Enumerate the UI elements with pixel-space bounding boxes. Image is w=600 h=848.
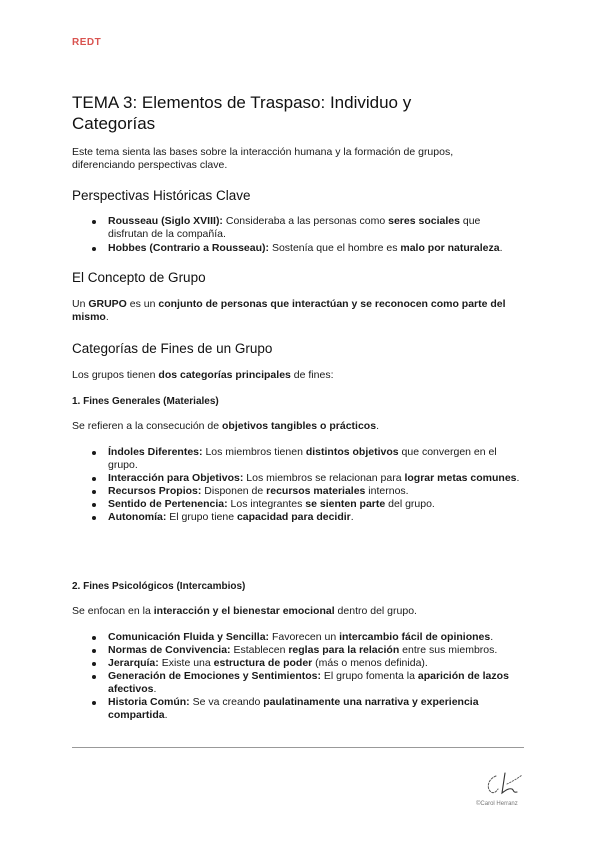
list-item: Generación de Emociones y Sentimientos: El grupo fomenta la aparición de lazos afectivos. (92, 670, 522, 696)
materiales-paragraph: Se refieren a la consecución de objetivos tangibles o prácticos. (72, 420, 379, 432)
bullet-icon (92, 649, 96, 653)
list-item: Autonomía: El grupo tiene capacidad para decidir. (92, 511, 522, 524)
list-item: Sentido de Pertenencia: Los integrantes se sienten parte del grupo. (92, 498, 522, 511)
bullet-icon (92, 662, 96, 666)
bullet-icon (92, 220, 96, 224)
section-heading-concepto: El Concepto de Grupo (72, 270, 206, 285)
signature-icon (484, 770, 528, 798)
intro-paragraph: Este tema sienta las bases sobre la interacción humana y la formación de grupos, diferenciando perspectivas clave. (72, 146, 454, 171)
concepto-paragraph: Un GRUPO es un conjunto de personas que interactúan y se reconocen como parte del mismo. (72, 298, 506, 323)
section-heading-categorias: Categorías de Fines de un Grupo (72, 341, 273, 356)
list-item: Índoles Diferentes: Los miembros tienen distintos objetivos que convergen en el grupo. (92, 446, 522, 472)
psicologicos-paragraph: Se enfocan en la interacción y el bienestar emocional dentro del grupo. (72, 605, 417, 617)
list-item: Comunicación Fluida y Sencilla: Favorecen un intercambio fácil de opiniones. (92, 631, 522, 644)
bullet-icon (92, 451, 96, 455)
psicologicos-list (92, 631, 522, 722)
subheading-materiales: 1. Fines Generales (Materiales) (72, 396, 219, 407)
subheading-psicologicos: 2. Fines Psicológicos (Intercambios) (72, 581, 246, 592)
list-item: Rousseau (Siglo XVIII): Consideraba a las personas como seres sociales que disfrutan de la compañía. (92, 215, 522, 241)
brand-label: REDT (72, 37, 102, 48)
section-heading-perspectivas: Perspectivas Históricas Clave (72, 188, 251, 203)
list-item: Jerarquía: Existe una estructura de poder (más o menos definida). (92, 657, 522, 670)
list-item: Recursos Propios: Disponen de recursos materiales internos. (92, 485, 522, 498)
bullet-icon (92, 701, 96, 705)
page-title: TEMA 3: Elementos de Traspaso: Individuo y Categorías (72, 93, 412, 133)
materiales-list (92, 446, 522, 524)
bullet-icon (92, 477, 96, 481)
bullet-icon (92, 675, 96, 679)
categorias-paragraph: Los grupos tienen dos categorías principales de fines: (72, 369, 334, 381)
bullet-icon (92, 247, 96, 251)
copyright-text: ©Carol Herranz (476, 801, 518, 807)
footer-divider (72, 747, 524, 748)
bullet-icon (92, 490, 96, 494)
bullet-icon (92, 516, 96, 520)
list-item: Historia Común: Se va creando paulatinamente una narrativa y experiencia compartida. (92, 696, 522, 722)
list-item: Interacción para Objetivos: Los miembros se relacionan para lograr metas comunes. (92, 472, 522, 485)
perspectivas-list (92, 215, 522, 255)
list-item: Normas de Convivencia: Establecen reglas para la relación entre sus miembros. (92, 644, 522, 657)
bullet-icon (92, 636, 96, 640)
bullet-icon (92, 503, 96, 507)
list-item: Hobbes (Contrario a Rousseau): Sostenía que el hombre es malo por naturaleza. (92, 242, 522, 255)
